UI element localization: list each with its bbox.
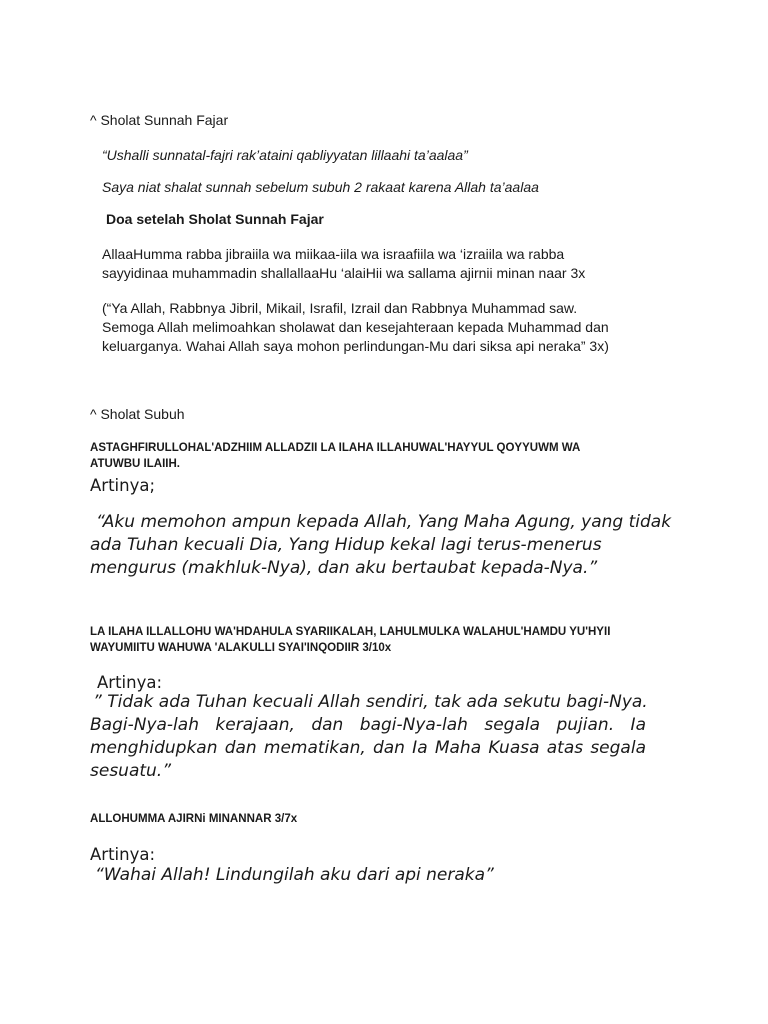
dzikir-tahlil xyxy=(90,623,610,655)
artinya-line: mengurus (makhluk-Nya), dan aku bertaubat kepada-Nya.” xyxy=(90,558,598,578)
artinya-text-1 xyxy=(90,511,671,580)
doa-translation-line: Semoga Allah melimoahkan sholawat dan kesejahteraan kepada Muhammad dan xyxy=(102,319,609,335)
dzikir-istighfar xyxy=(90,439,580,471)
artinya-line: “Aku memohon ampun kepada Allah, Yang Maha Agung, yang tidak xyxy=(96,512,672,532)
doa-translation-line: (“Ya Allah, Rabbnya Jibril, Mikail, Israfil, Izrail dan Rabbnya Muhammad saw. xyxy=(102,300,578,316)
dzikir-line: ASTAGHFIRULLOHAL'ADZHIIM ALLADZII LA ILAHA ILLAHUWAL'HAYYUL QOYYUWM WA xyxy=(90,440,581,454)
dzikir-line: WAYUMIITU WAHUWA 'ALAKULLI SYAI'INQODIIR 3/10x xyxy=(90,640,392,654)
dzikir-line: ATUWBU ILAIIH. xyxy=(90,456,181,470)
artinya-line: Bagi-Nya-lah kerajaan, dan bagi-Nya-lah segala pujian. Ia xyxy=(90,715,646,735)
artinya-label-1: Artinya; xyxy=(90,476,156,495)
doa-line: AllaaHumma rabba jibraiila wa miikaa-iila wa israafiila wa ‘izraiila wa rabba xyxy=(102,246,565,262)
artinya-line: ” Tidak ada Tuhan kecuali Allah sendiri, tak ada sekutu bagi-Nya. xyxy=(93,692,648,712)
artinya-label-2: Artinya: xyxy=(97,673,163,692)
fajr-doa-title: Doa setelah Sholat Sunnah Fajar xyxy=(106,211,324,227)
fajr-heading: ^ Sholat Sunnah Fajar xyxy=(90,112,229,128)
fajr-niat-translation: Saya niat shalat sunnah sebelum subuh 2 rakaat karena Allah ta’aalaa xyxy=(102,179,539,195)
artinya-text-3: “Wahai Allah! Lindungilah aku dari api neraka” xyxy=(95,865,494,885)
doa-translation-line: keluarganya. Wahai Allah saya mohon perlindungan-Mu dari siksa api neraka” 3x) xyxy=(102,338,609,354)
dzikir-ajirni: ALLOHUMMA AJIRNi MINANNAR 3/7x xyxy=(90,811,298,825)
artinya-text-2 xyxy=(90,691,646,783)
fajr-doa-text xyxy=(102,245,585,283)
artinya-line: ada Tuhan kecuali Dia, Yang Hidup kekal lagi terus-menerus xyxy=(90,535,602,555)
dzikir-line: LA ILAHA ILLALLOHU WA'HDAHULA SYARIIKALAH, LAHULMULKA WALAHUL'HAMDU YU'HYII xyxy=(90,624,611,638)
fajr-doa-translation xyxy=(102,299,609,356)
subuh-heading: ^ Sholat Subuh xyxy=(90,406,185,422)
fajr-niat-arabic: “Ushalli sunnatal-fajri rak’ataini qabliyyatan lillaahi ta’aalaa” xyxy=(102,147,468,163)
artinya-label-3: Artinya: xyxy=(90,845,156,864)
doa-line: sayyidinaa muhammadin shallallaaHu ‘alaiHii wa sallama ajirnii minan naar 3x xyxy=(102,265,586,281)
artinya-line: sesuatu.” xyxy=(90,761,172,781)
artinya-line: menghidupkan dan mematikan, dan Ia Maha Kuasa atas segala xyxy=(90,738,646,758)
